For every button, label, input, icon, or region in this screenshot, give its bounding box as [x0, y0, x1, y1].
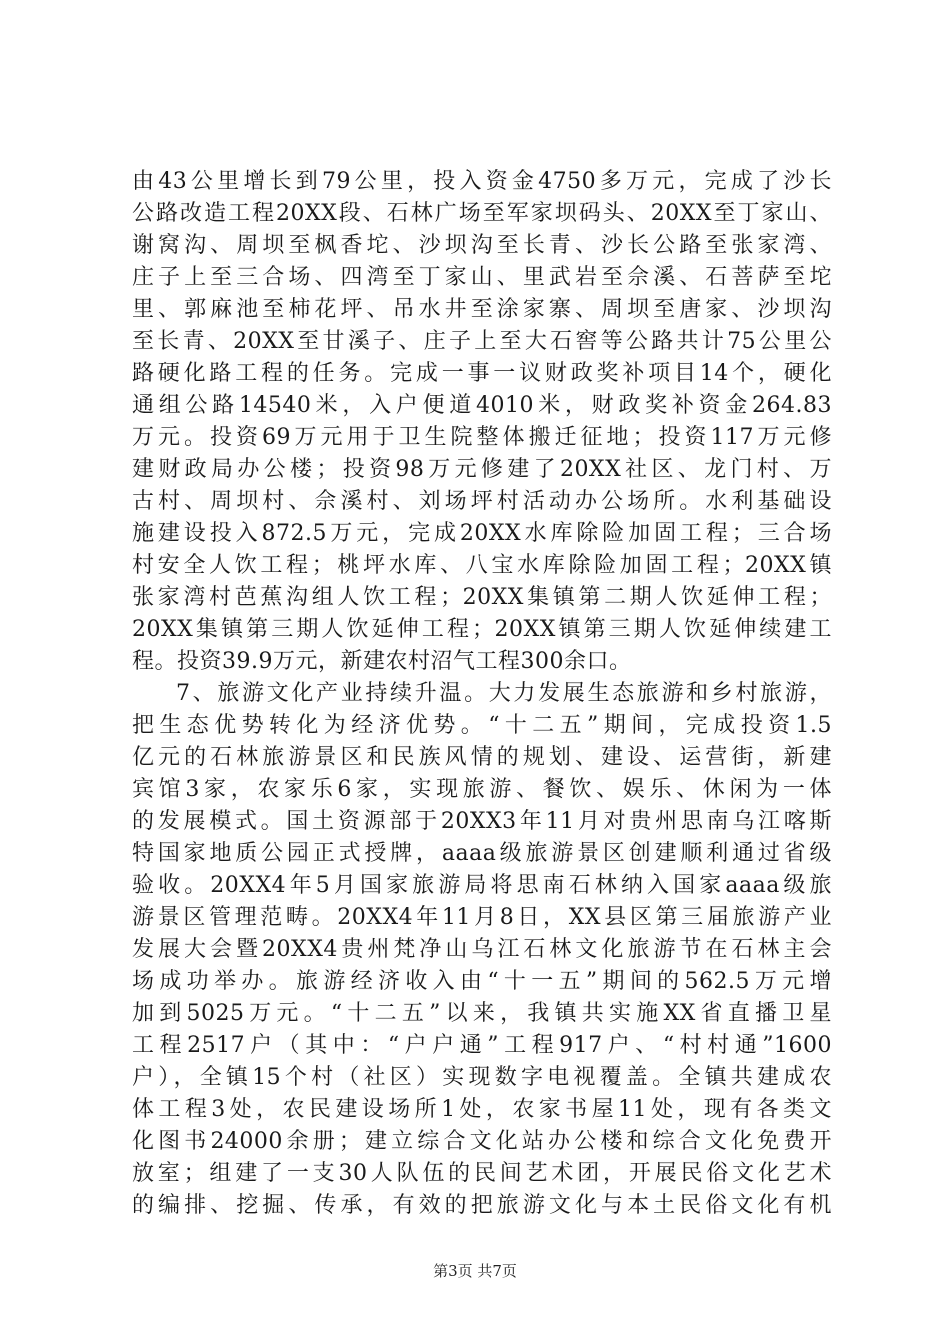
text-line: 万元。投资69万元用于卫生院整体搬迁征地；投资117万元修 [132, 425, 832, 450]
text-line: 20XX集镇第三期人饮延伸工程；20XX镇第三期人饮延伸续建工 [132, 617, 832, 642]
text-line: 至长青、20XX至甘溪子、庄子上至大石窖等公路共计75公里公 [132, 329, 832, 354]
text-line: 里、郭麻池至柿花坪、吊水井至涂家寨、周坝至唐家、沙坝沟 [132, 297, 832, 322]
text-line: 路硬化路工程的任务。完成一事一议财政奖补项目14个，硬化 [132, 361, 832, 386]
text-line: 工程2517户（其中：“户户通”工程917户、“村村通”1600 [132, 1033, 832, 1058]
text-line: 张家湾村芭蕉沟组人饮工程；20XX集镇第二期人饮延伸工程； [132, 585, 832, 610]
text-line: 亿元的石林旅游景区和民族风情的规划、建设、运营街，新建 [132, 745, 832, 770]
text-line: 谢窝沟、周坝至枫香坨、沙坝沟至长青、沙长公路至张家湾、 [132, 233, 832, 258]
text-line: 通组公路14540米，入户便道4010米，财政奖补资金264.83 [132, 393, 832, 418]
text-line: 施建设投入872.5万元，完成20XX水库除险加固工程；三合场 [132, 521, 832, 546]
text-line: 场成功举办。旅游经济收入由“十一五”期间的562.5万元增 [132, 969, 832, 994]
page-number-footer: 第3页 共7页 [433, 1262, 517, 1280]
document-body [132, 166, 832, 1222]
text-line: 公路改造工程20XX段、石林广场至军家坝码头、20XX至丁家山、 [132, 201, 832, 226]
text-line: 由43公里增长到79公里，投入资金4750多万元，完成了沙长 [132, 169, 832, 194]
text-line: 化图书24000余册；建立综合文化站办公楼和综合文化免费开 [132, 1129, 832, 1154]
text-line: 程。投资39.9万元，新建农村沼气工程300余口。 [132, 649, 632, 674]
text-line: 放室；组建了一支30人队伍的民间艺术团，开展民俗文化艺术 [132, 1161, 832, 1186]
text-line: 庄子上至三合场、四湾至丁家山、里武岩至佘溪、石菩萨至坨 [132, 265, 832, 290]
text-line: 特国家地质公园正式授牌，aaaa级旅游景区创建顺利通过省级 [132, 841, 832, 866]
text-line: 的编排、挖掘、传承，有效的把旅游文化与本土民俗文化有机 [132, 1193, 832, 1218]
text-line: 体工程3处，农民建设场所1处，农家书屋11处，现有各类文 [132, 1097, 832, 1122]
text-line: 宾馆3家，农家乐6家，实现旅游、餐饮、娱乐、休闲为一体 [132, 777, 832, 802]
text-line: 古村、周坝村、佘溪村、刘场坪村活动办公场所。水利基础设 [132, 489, 832, 514]
text-line: 把生态优势转化为经济优势。“十二五”期间，完成投资1.5 [132, 713, 832, 738]
text-line: 户），全镇15个村（社区）实现数字电视覆盖。全镇共建成农 [132, 1065, 832, 1090]
text-line: 村安全人饮工程；桃坪水库、八宝水库除险加固工程；20XX镇 [132, 553, 832, 578]
text-line: 游景区管理范畴。20XX4年11月8日，XX县区第三届旅游产业 [132, 905, 832, 930]
text-line: 验收。20XX4年5月国家旅游局将思南石林纳入国家aaaa级旅 [132, 873, 832, 898]
paragraph-start-line: 7、旅游文化产业持续升温。大力发展生态旅游和乡村旅游， [176, 681, 832, 706]
text-line: 的发展模式。国土资源部于20XX3年11月对贵州思南乌江喀斯 [132, 809, 832, 834]
text-line: 建财政局办公楼；投资98万元修建了20XX社区、龙门村、万 [132, 457, 832, 482]
text-line: 发展大会暨20XX4贵州梵净山乌江石林文化旅游节在石林主会 [132, 937, 832, 962]
text-line: 加到5025万元。“十二五”以来，我镇共实施XX省直播卫星 [132, 1001, 832, 1026]
